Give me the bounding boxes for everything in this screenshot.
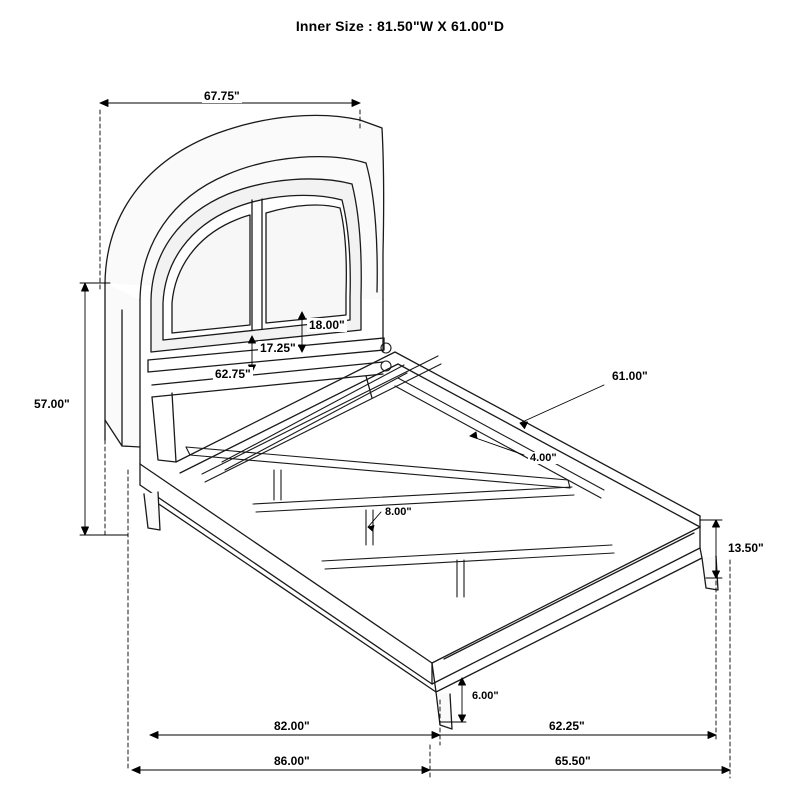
dimension-label-overall-width: 65.50" (555, 754, 591, 768)
bed-frame (140, 352, 702, 692)
footboard (432, 533, 702, 692)
dimension-label-headboard-width: 67.75" (204, 89, 240, 103)
dimension-label-panel-width: 62.75" (215, 367, 251, 381)
dimension-label-bed-length: 82.00" (274, 719, 310, 733)
dimension-label-interior-depth: 61.00" (612, 369, 648, 383)
dimension-label-panel-inset: 17.25" (260, 341, 296, 355)
dimension-label-overall-length: 86.00" (274, 754, 310, 768)
dimension-label-footboard-height: 13.50" (728, 541, 764, 555)
dimension-label-slat-thickness: 4.00" (530, 452, 557, 464)
headboard-cushion-right (266, 205, 346, 323)
dimension-label-overall-height: 57.00" (34, 397, 70, 411)
dimension-label-bed-width: 62.25" (549, 719, 585, 733)
dimension-label-clearance: 6.00" (472, 690, 499, 702)
bed-legs (144, 492, 718, 729)
page-title: Inner Size : 81.50"W X 61.00"D (295, 18, 505, 34)
dimension-label-panel-inner-height: 18.00" (309, 318, 345, 332)
dimension-label-slat-height: 8.00" (385, 506, 412, 518)
